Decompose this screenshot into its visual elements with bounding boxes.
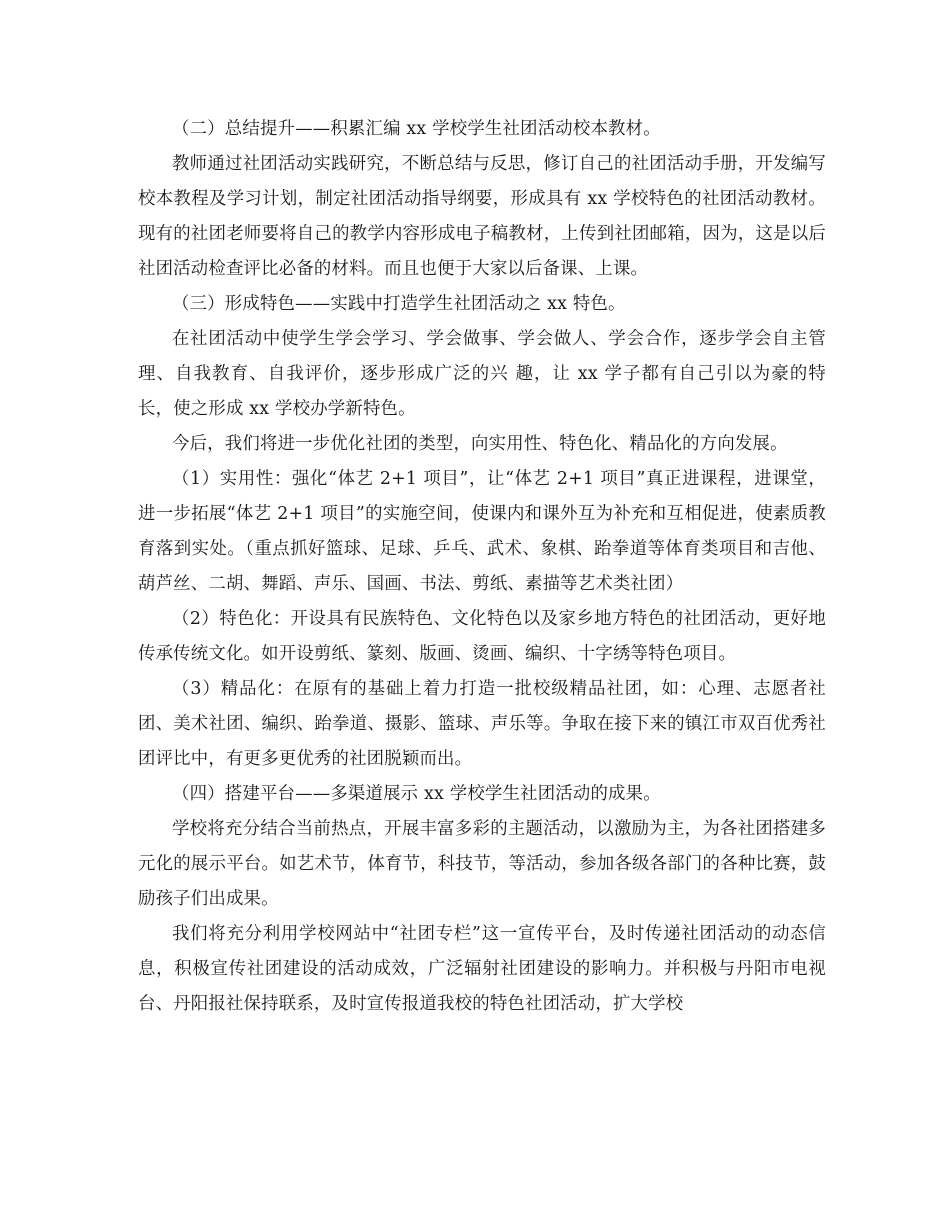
paragraph-platform: 学校将充分结合当前热点，开展丰富多彩的主题活动，以激励为主，为各社团搭建多元化的展示平台。如艺术节，体育节，科技节，等活动，参加各级各部门的各种比赛，鼓励孩子们出成果。 <box>138 819 826 909</box>
list-item-characteristics: （2）特色化：开设具有民族特色、文化特色以及家乡地方特色的社团活动，更好地传承传统文化。如开设剪纸、篆刻、版画、烫画、编织、十字绣等特色项目。 <box>138 609 826 664</box>
section-heading-3: （三）形成特色——实践中打造学生社团活动之 xx 特色。 <box>172 294 626 314</box>
section-heading-2: （二）总结提升——积累汇编 xx 学校学生社团活动校本教材。 <box>172 119 661 139</box>
paragraph-teacher-materials: 教师通过社团活动实践研究，不断总结与反思，修订自己的社团活动手册，开发编写校本教程及学习计划，制定社团活动指导纲要，形成具有 xx 学校特色的社团活动教材。现有的社团老师要将自己的教学内容形成电子稿教材，上传到社团邮箱，因为，这是以后社团活动检查评比必备的材料。而且也便于大家以后备课、上课。 <box>138 154 826 279</box>
document-body <box>138 112 826 1022</box>
paragraph-future-direction: 今后，我们将进一步优化社团的类型，向实用性、特色化、精品化的方向发展。 <box>172 434 788 454</box>
section-heading-4: （四）搭建平台——多渠道展示 xx 学校学生社团活动的成果。 <box>172 784 661 804</box>
paragraph-website-media: 我们将充分利用学校网站中“社团专栏”这一宣传平台，及时传递社团活动的动态信息，积极宣传社团建设的活动成效，广泛辐射社团建设的影响力。并积极与丹阳市电视台、丹阳报社保持联系，及时宣传报道我校的特色社团活动，扩大学校 <box>138 924 826 1014</box>
list-item-excellence: （3）精品化：在原有的基础上着力打造一批校级精品社团，如：心理、志愿者社团、美术社团、编织、跆拳道、摄影、篮球、声乐等。争取在接下来的镇江市双百优秀社团评比中，有更多更优秀的社团脱颖而出。 <box>138 679 826 769</box>
list-item-practicality: （1）实用性：强化“体艺 2+1 项目”，让“体艺 2+1 项目”真正进课程，进课堂，进一步拓展“体艺 2+1 项目”的实施空间，使课内和课外互为补充和互相促进，使素质教育落到实处。（重点抓好篮球、足球、乒乓、武术、象棋、跆拳道等体育类项目和吉他、葫芦丝、二胡、舞蹈、声乐、国画、书法、剪纸、素描等艺术类社团） <box>138 469 826 594</box>
paragraph-student-skills: 在社团活动中使学生学会学习、学会做事、学会做人、学会合作，逐步学会自主管理、自我教育、自我评价，逐步形成广泛的兴 趣，让 xx 学子都有自己引以为豪的特长，使之形成 xx 学校办学新特色。 <box>138 329 826 419</box>
